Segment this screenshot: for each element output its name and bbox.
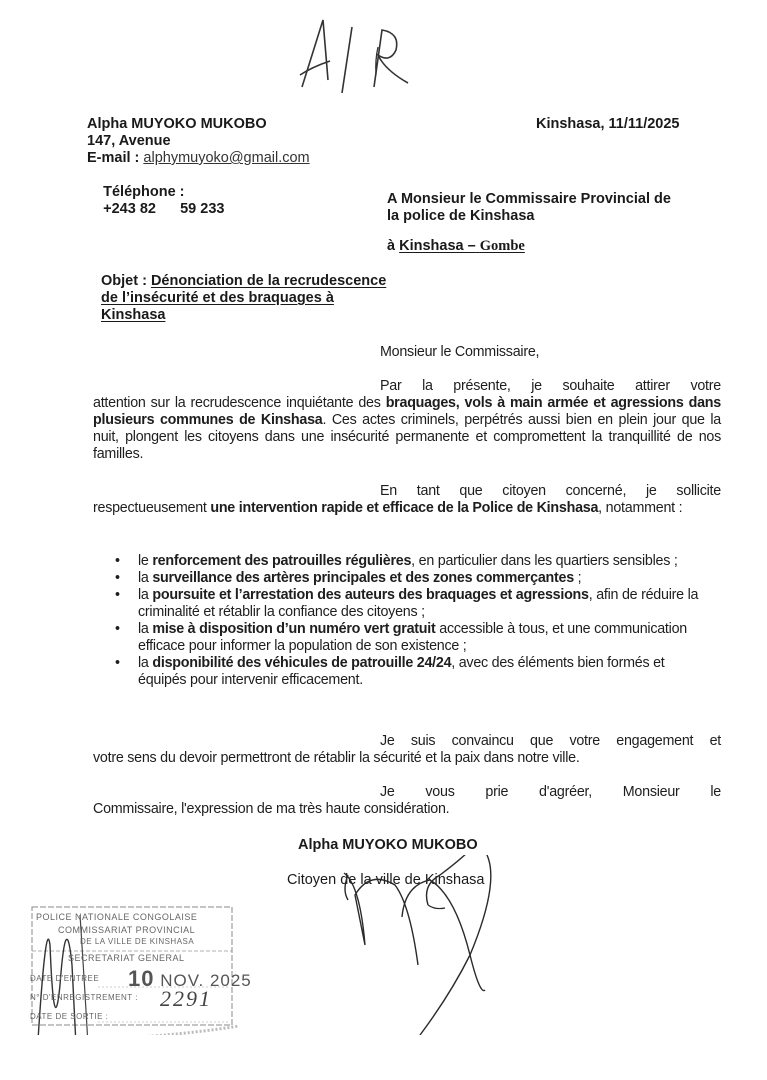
list-item: • la poursuite et l’arrestation des auteurs des braquages et agressions, afin de réduire la criminalité et rétablir la confiance des citoyens ; bbox=[115, 587, 699, 620]
date-line: Kinshasa, 11/11/2025 bbox=[536, 116, 680, 132]
paragraph-1 bbox=[93, 378, 721, 463]
stamp-date-month-year: NOV. 2025 bbox=[160, 971, 252, 990]
list-item: • le renforcement des patrouilles régulières, en particulier dans les quartiers sensibles ; bbox=[115, 553, 678, 569]
paragraph-3-text: votre sens du devoir permettront de rétablir la sécurité et la paix dans notre ville. bbox=[93, 750, 580, 766]
recipient-place bbox=[387, 238, 525, 255]
recipient-district: Gombe bbox=[479, 238, 525, 254]
phone-number: +243 82 59 233 bbox=[103, 201, 225, 217]
paragraph-3 bbox=[93, 733, 721, 767]
stamp-line-3: DE LA VILLE DE KINSHASA bbox=[80, 937, 195, 946]
list-item: • la surveillance des artères principales et des zones commerçantes ; bbox=[115, 570, 582, 586]
phone-label: Téléphone : bbox=[103, 184, 185, 200]
bullet-icon: • bbox=[115, 570, 120, 586]
paragraph-3-first-line: Je suis convaincu que votre engagement et bbox=[380, 733, 721, 749]
sender-address: 147, Avenue bbox=[87, 133, 171, 149]
handwritten-signature bbox=[340, 855, 500, 1035]
bullet-icon: • bbox=[115, 587, 120, 603]
paragraph-1-bold: braquages, vols à main armée et agressions dans plusieurs communes de Kinshasa bbox=[93, 395, 721, 428]
sender-name: Alpha MUYOKO MUKOBO bbox=[87, 116, 267, 132]
paragraph-2-text: respectueusement bbox=[93, 500, 211, 516]
paragraph-1-text-end: . Ces actes criminels, perpétrés aussi bien en plein jour que la nuit, plongent les citoyens dans une insécurité permanente et compromettent la tranquillité de nos familles. bbox=[93, 412, 721, 462]
paragraph-1-text: attention sur la recrudescence inquiétante des bbox=[93, 395, 386, 411]
closing-name: Alpha MUYOKO MUKOBO bbox=[298, 837, 478, 853]
sender-email-row bbox=[87, 150, 310, 167]
recipient-place-city: Kinshasa – Gombe bbox=[399, 238, 525, 254]
subject-block bbox=[101, 273, 401, 324]
request-list bbox=[112, 553, 702, 689]
recipient-line-2: la police de Kinshasa bbox=[387, 208, 535, 224]
handwritten-ar-annotation bbox=[290, 15, 420, 95]
stamp-line-4: SECRETARIAT GENERAL bbox=[68, 953, 185, 963]
paragraph-1-first-line: Par la présente, je souhaite attirer votre bbox=[380, 378, 721, 394]
sender-phone-row bbox=[87, 167, 310, 235]
bullet-icon: • bbox=[115, 621, 120, 637]
recipient-block bbox=[387, 191, 717, 225]
recipient-line-1: A Monsieur le Commissaire Provincial de bbox=[387, 191, 671, 207]
subject-text: Dénonciation de la recrudescence de l’insécurité et des braquages à Kinshasa bbox=[101, 273, 387, 323]
paragraph-2-bold: une intervention rapide et efficace de la Police de Kinshasa bbox=[210, 500, 599, 516]
email-label: E-mail : bbox=[87, 150, 140, 166]
list-item: • la mise à disposition d’un numéro vert gratuit accessible à tous, et une communication efficace pour informer la population de son existence ; bbox=[115, 621, 687, 654]
bullet-icon: • bbox=[115, 655, 120, 671]
paragraph-4-first-line: Je vous prie d'agréer, Monsieur le bbox=[380, 784, 721, 800]
stamp-line-1: POLICE NATIONALE CONGOLAISE bbox=[36, 912, 198, 922]
subject-label: Objet : bbox=[101, 273, 147, 289]
sender-block bbox=[87, 116, 310, 235]
stamp-date-label: DATE D'ENTREE bbox=[30, 974, 100, 983]
closing-title: Citoyen de la ville de Kinshasa bbox=[287, 872, 485, 888]
paragraph-4-text: Commissaire, l'expression de ma très haute considération. bbox=[93, 801, 450, 817]
stamp-reg-label: N° D'ENREGISTREMENT : bbox=[30, 993, 138, 1002]
bullet-icon: • bbox=[115, 553, 120, 569]
stamp-exit-label: DATE DE SORTIE : bbox=[30, 1012, 109, 1021]
paragraph-2-text-end: , notamment : bbox=[598, 500, 683, 516]
salutation: Monsieur le Commissaire, bbox=[380, 344, 540, 360]
stamp-reg-number: 2291 bbox=[160, 986, 212, 1011]
paragraph-4 bbox=[93, 784, 721, 818]
paragraph-2 bbox=[93, 483, 721, 517]
stamp-line-2: COMMISSARIAT PROVINCIAL bbox=[58, 925, 196, 935]
stamp-date-day: 10 bbox=[128, 966, 155, 991]
list-item: • la disponibilité des véhicules de patrouille 24/24, avec des éléments bien formés et équipés pour intervenir efficacement. bbox=[115, 655, 665, 688]
email-link[interactable]: alphymuyoko@gmail.com bbox=[143, 150, 310, 166]
recipient-place-prefix: à bbox=[387, 238, 396, 254]
paragraph-2-first-line: En tant que citoyen concerné, je sollicite bbox=[380, 483, 721, 499]
